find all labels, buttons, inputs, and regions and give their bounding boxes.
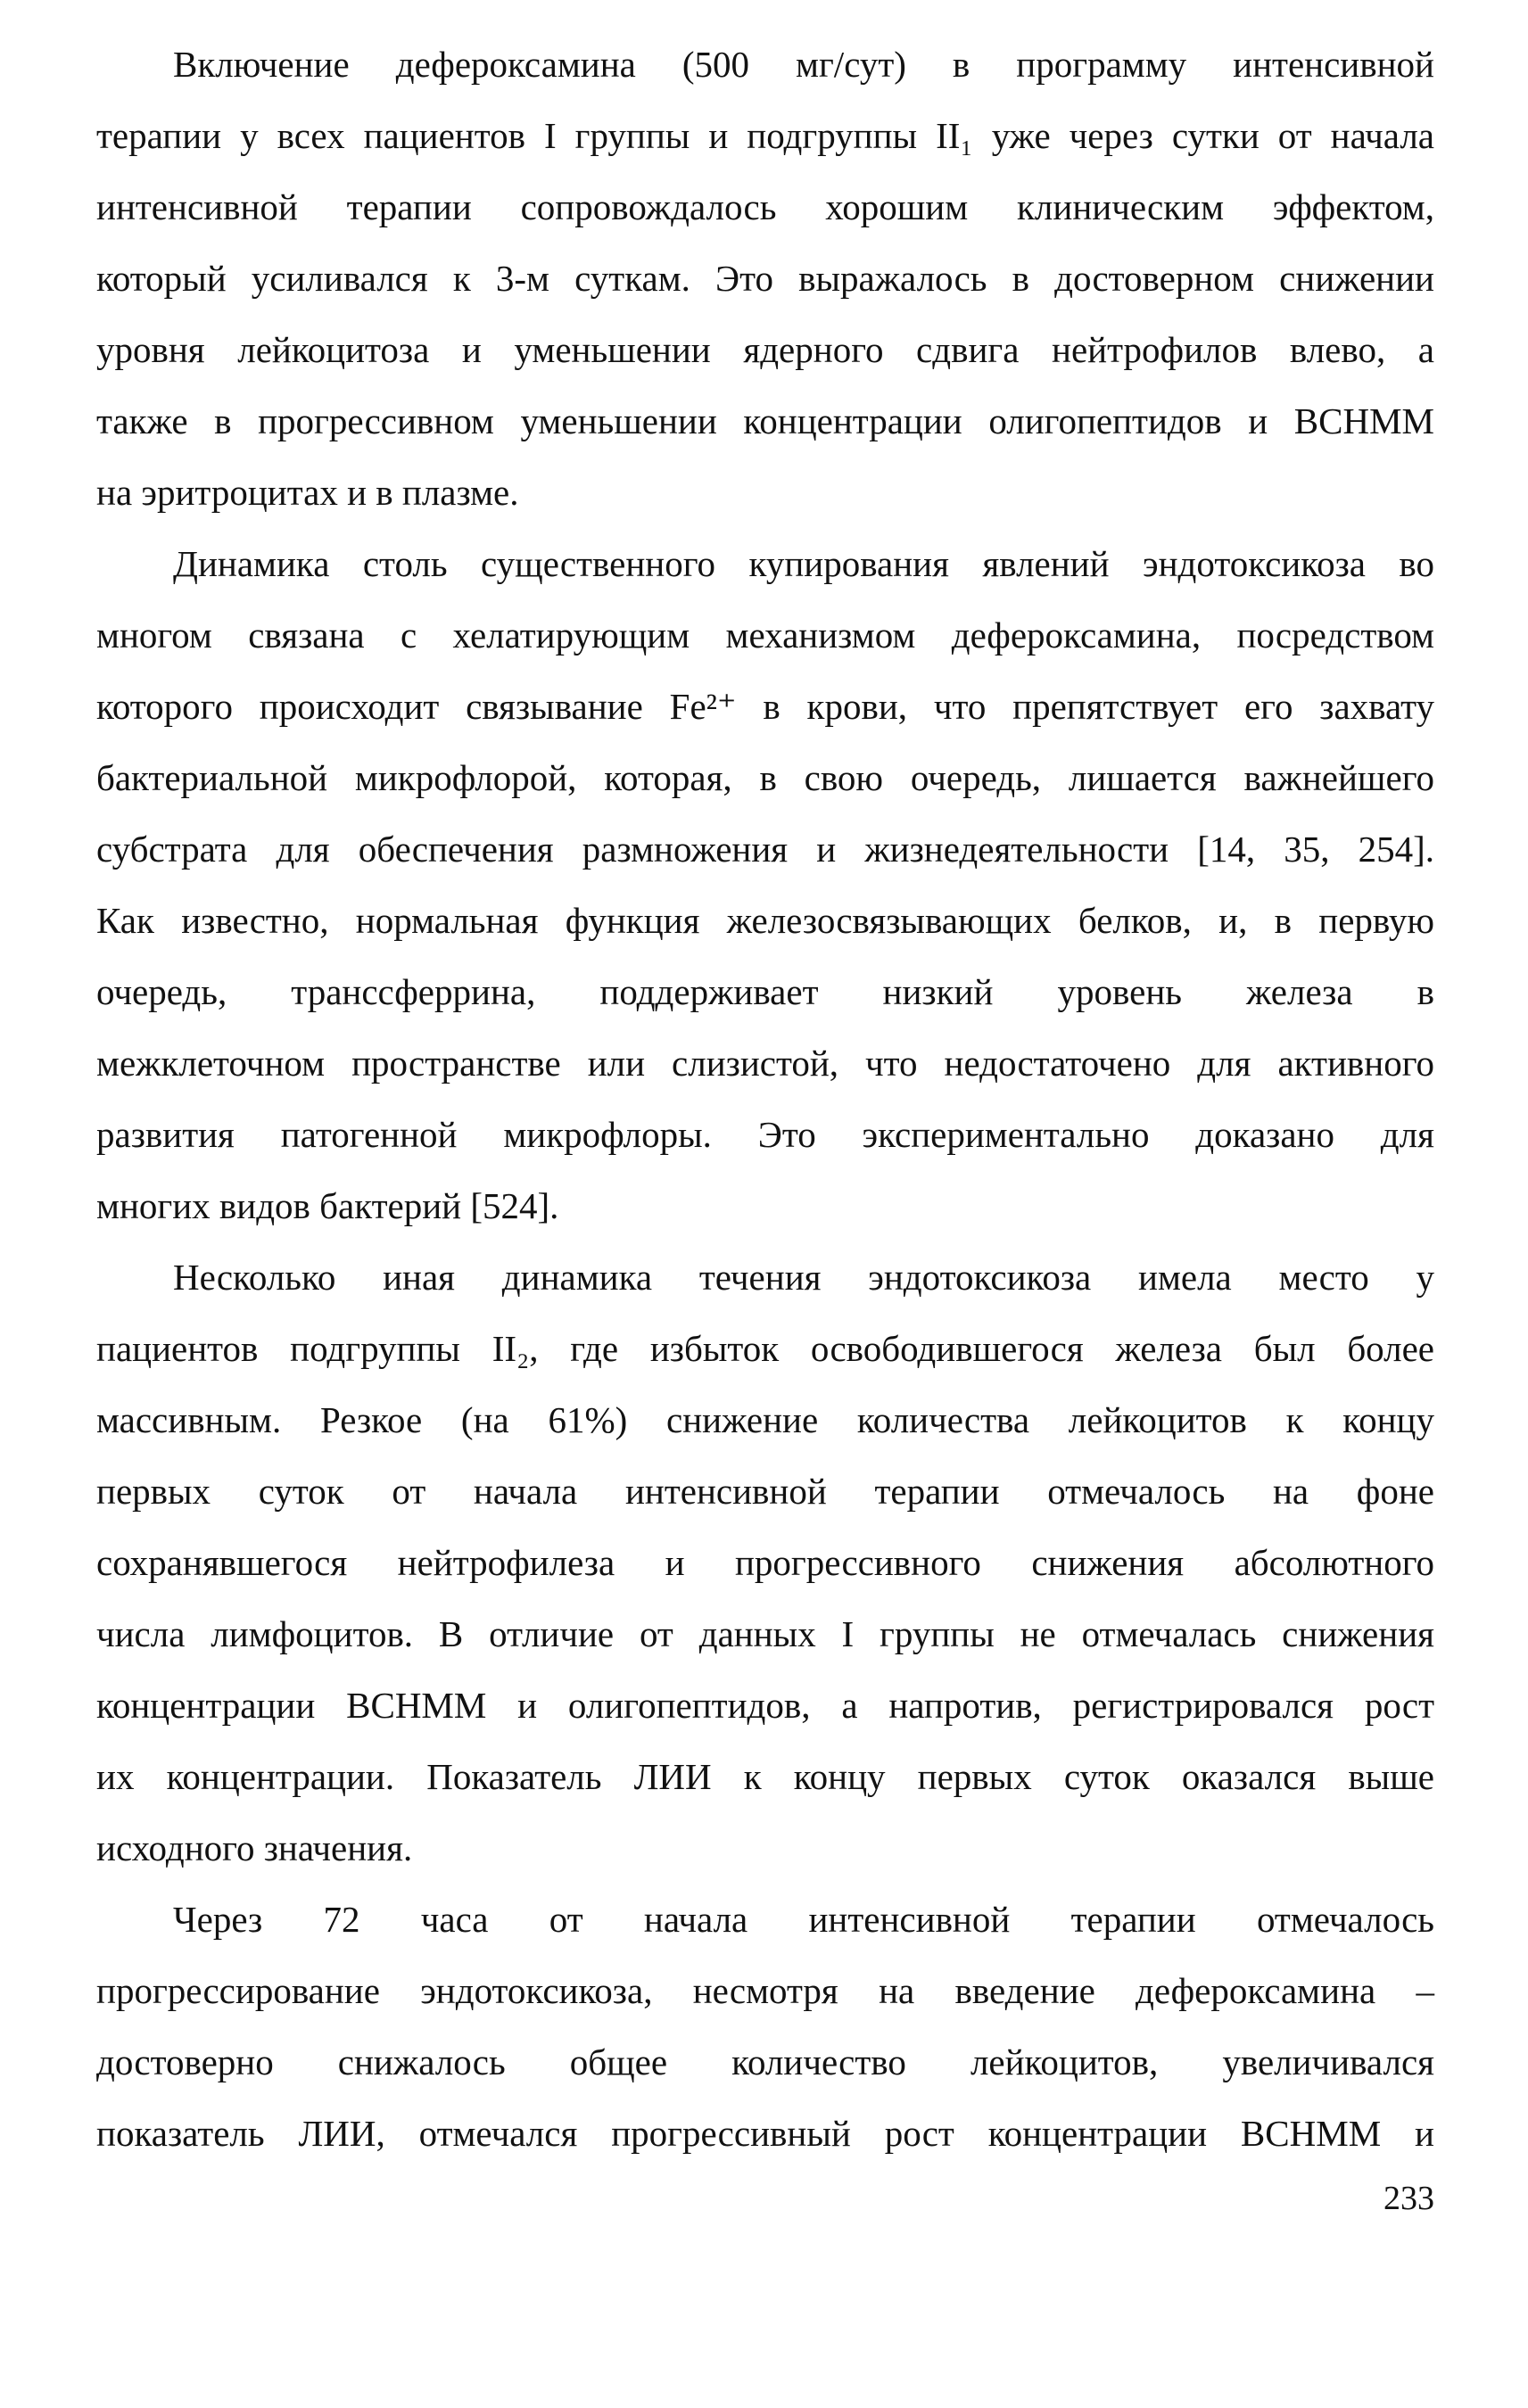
text-line: достоверно снижалось общее количество лейкоцитов, увеличивался <box>96 2041 1434 2082</box>
text-line: также в прогрессивном уменьшении концентрации олигопептидов и ВСНММ <box>96 400 1434 441</box>
text-line: Через 72 часа от начала интенсивной терапии отмечалось <box>173 1899 1434 1940</box>
text-line: сохранявшегося нейтрофилеза и прогрессивного снижения абсолютного <box>96 1542 1434 1583</box>
text-line: интенсивной терапии сопровождалось хорошим клиническим эффектом, <box>96 186 1434 227</box>
text-line: очередь, транссферрина, поддерживает низкий уровень железа в <box>96 971 1434 1012</box>
paragraph-1 <box>96 29 1434 528</box>
text-line: терапии у всех пациентов I группы и подгруппы II₁ уже через сутки от начала <box>96 115 1434 156</box>
paragraph-2 <box>96 528 1434 1241</box>
text-line: Динамика столь существенного купирования явлений эндотоксикоза во <box>173 543 1434 584</box>
text-line: многих видов бактерий [524]. <box>96 1185 559 1226</box>
text-line: числа лимфоцитов. В отличие от данных I группы не отмечалась снижения <box>96 1613 1434 1654</box>
text-line: развития патогенной микрофлоры. Это экспериментально доказано для <box>96 1114 1434 1155</box>
text-line: массивным. Резкое (на 61%) снижение количества лейкоцитов к концу <box>96 1399 1434 1440</box>
page-number: 233 <box>1383 2180 1434 2217</box>
text-line: Несколько иная динамика течения эндотоксикоза имела место у <box>173 1257 1434 1298</box>
text-line: на эритроцитах и в плазме. <box>96 472 519 513</box>
paragraph-4 <box>96 1884 1434 2169</box>
text-line: первых суток от начала интенсивной терапии отмечалось на фоне <box>96 1471 1434 1512</box>
text-line: которого происходит связывание Fe²⁺ в крови, что препятствует его захвату <box>96 686 1434 727</box>
text-line: многом связана с хелатирующим механизмом дефероксамина, посредством <box>96 614 1434 656</box>
text-line: пациентов подгруппы II₂, где избыток освободившегося железа был более <box>96 1328 1434 1369</box>
text-line: субстрата для обеспечения размножения и жизнедеятельности [14, 35, 254]. <box>96 829 1434 870</box>
text-line: уровня лейкоцитоза и уменьшении ядерного сдвига нейтрофилов влево, а <box>96 329 1434 370</box>
text-line: межклеточном пространстве или слизистой, что недостаточено для активного <box>96 1043 1434 1084</box>
text-line: Включение дефероксамина (500 мг/сут) в программу интенсивной <box>173 44 1434 85</box>
text-line: их концентрации. Показатель ЛИИ к концу первых суток оказался выше <box>96 1756 1434 1797</box>
text-line: концентрации ВСНММ и олигопептидов, а напротив, регистрировался рост <box>96 1685 1434 1726</box>
text-line: Как известно, нормальная функция железосвязывающих белков, и, в первую <box>96 900 1434 941</box>
text-line: который усиливался к 3-м суткам. Это выражалось в достоверном снижении <box>96 258 1434 299</box>
text-line: показатель ЛИИ, отмечался прогрессивный рост концентрации ВСНММ и <box>96 2113 1434 2154</box>
text-line: бактериальной микрофлорой, которая, в свою очередь, лишается важнейшего <box>96 757 1434 798</box>
document-page <box>96 29 1434 2169</box>
text-line: прогрессирование эндотоксикоза, несмотря на введение дефероксамина – <box>96 1970 1434 2011</box>
paragraph-3 <box>96 1241 1434 1884</box>
text-line: исходного значения. <box>96 1827 413 1868</box>
